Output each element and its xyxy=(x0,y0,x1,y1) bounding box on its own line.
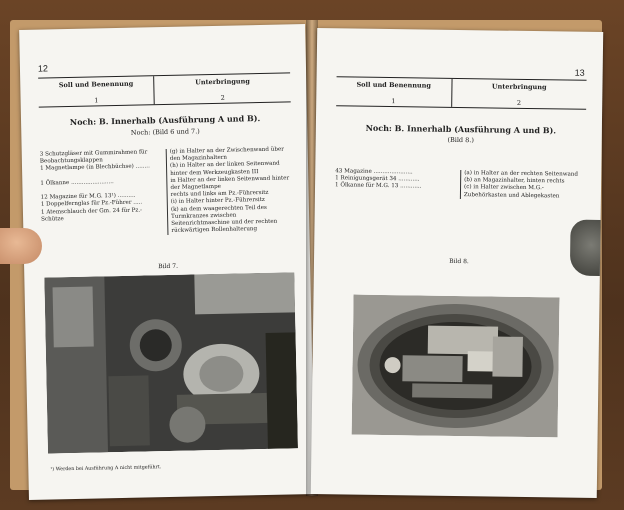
header-col2-num: 2 xyxy=(220,93,225,102)
header-col2-num: 2 xyxy=(516,98,522,107)
item-text: 1 Ölkanne ........................ xyxy=(40,178,114,187)
place-text: (b) an Magazinhalter, hinten rechts xyxy=(460,177,585,186)
header-col1-num: 1 xyxy=(391,97,396,106)
item-text: 1 Magnetlampe (in Blechbüchse) ........ xyxy=(39,163,150,173)
place-text: (a) in Halter an der rechten Seitenwand xyxy=(460,170,585,179)
section-subtitle: Noch: (Bild 6 und 7.) xyxy=(130,127,200,137)
thumb xyxy=(0,228,42,264)
page-clip xyxy=(570,220,601,276)
equipment-list xyxy=(40,146,294,238)
header-col1-num: 1 xyxy=(94,96,99,105)
section-subtitle: (Bild 8.) xyxy=(447,135,474,145)
header-col2: Unterbringung xyxy=(195,77,250,87)
turret-ring-photo-right xyxy=(352,295,560,438)
list-item xyxy=(41,204,294,238)
place-text: (c) in Halter zwischen M.G.-Zubehörkasten und Ablegekasten xyxy=(460,184,585,200)
item-text: 1 Reinigungsgerät 34 ............ xyxy=(335,175,420,183)
equipment-list xyxy=(335,168,585,200)
item-text: 12 Magazine für M.G. 13¹) .......... xyxy=(40,192,136,201)
page-number: 12 xyxy=(37,63,49,74)
figure-caption: Bild 7. xyxy=(158,262,179,271)
item-text: 43 Magazine ...................... xyxy=(335,168,413,176)
item-text: 1 Doppelfernglas für Pz.-Führer ..... xyxy=(40,199,143,209)
tank-interior-photo-left xyxy=(44,272,298,453)
place-text: (h) in Halter an der linken Seitenwand hinter dem Werkzeugkasten III xyxy=(166,161,292,178)
place-text: in Halter an der linken Seitenwand hinter der Magnetlampe xyxy=(166,175,292,192)
item-text: 3 Schutzgläser mit Gummirahmen für Beobachtungsklappen xyxy=(39,149,148,165)
column-header xyxy=(38,72,291,107)
column-header xyxy=(336,76,586,109)
item-text: 1 Ölkanne für M.G. 13 ............ xyxy=(335,182,422,190)
right-page xyxy=(311,28,603,498)
footnote: ¹) Werden bei Ausführung A nicht mitgeführt. xyxy=(50,465,162,473)
section-title: Noch: B. Innerhalb (Ausführung A und B). xyxy=(365,122,557,136)
figure-caption: Bild 8. xyxy=(449,257,469,266)
place-text: (g) in Halter an der Zwischenwand über den Magazinhaltern xyxy=(166,146,292,163)
left-page xyxy=(19,24,315,500)
item-text: 1 Atemschlauch der Gm. 24 für Pz.-Schütze xyxy=(40,207,143,223)
list-item xyxy=(335,183,585,201)
place-text: (i) in Halter hinter Pz.-Führersitz xyxy=(167,197,293,207)
header-col1: Soll und Benennung xyxy=(356,80,432,90)
page-number: 13 xyxy=(574,67,585,78)
place-text: rechts und links am Pz.-Führersitz xyxy=(167,190,293,200)
header-col1: Soll und Benennung xyxy=(58,79,134,90)
section-title: Noch: B. Innerhalb (Ausführung A und B). xyxy=(69,113,261,127)
header-col2: Unterbringung xyxy=(491,82,547,92)
place-text: (k) an dem waagerechten Teil des Turmkranzes zwischen Seitenrichtmaschine und der rechten rückwärtigen Rollenhalterung xyxy=(167,204,294,235)
